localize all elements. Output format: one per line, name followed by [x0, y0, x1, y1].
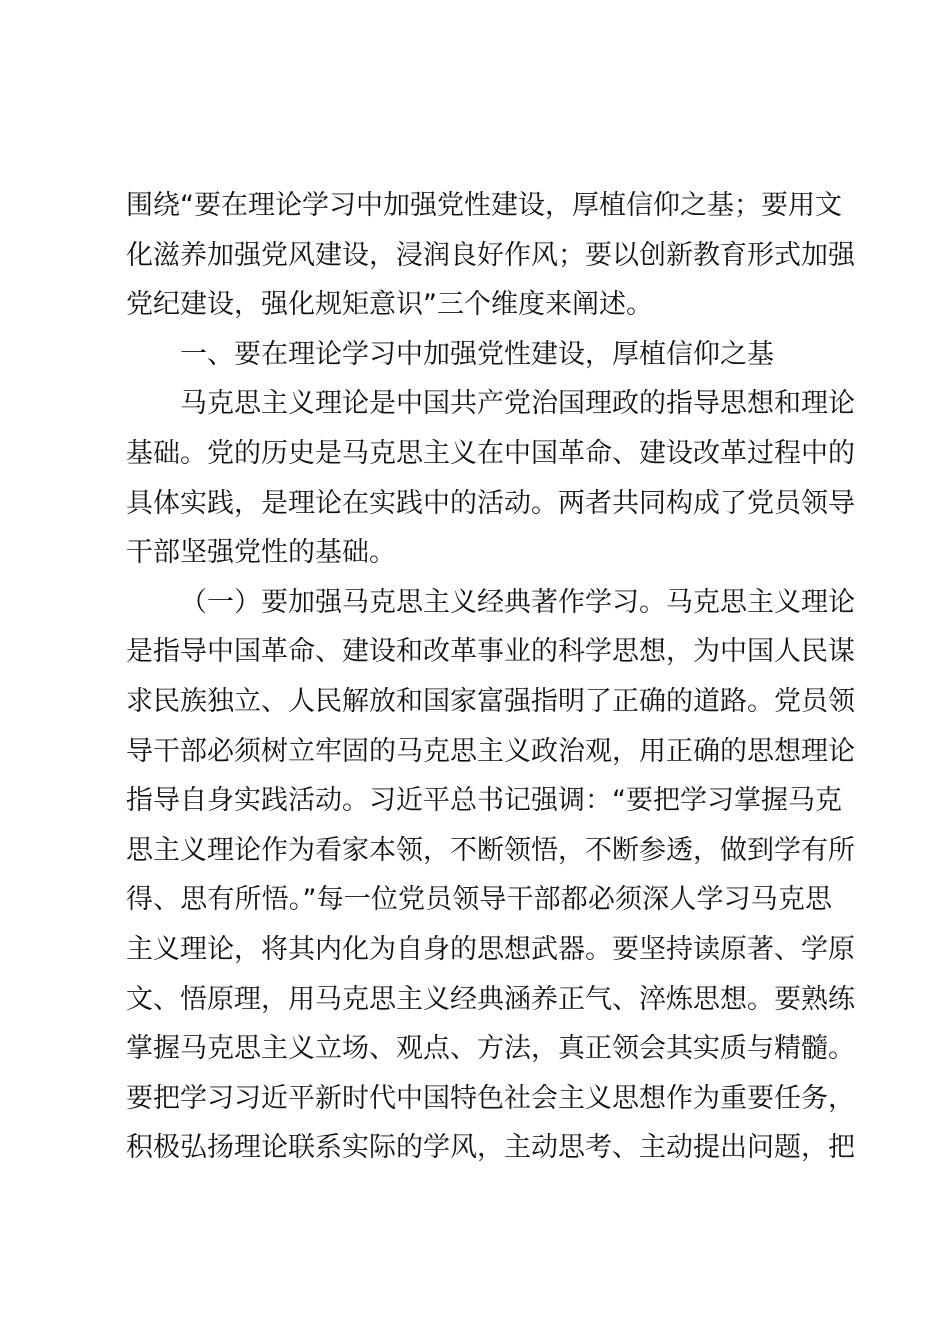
text-line: 基础。党的历史是马克思主义在中国革命、建设改革过程中的	[126, 437, 855, 469]
section-heading	[126, 330, 832, 380]
intro-paragraph	[126, 181, 855, 330]
text-line: 得、思有所悟。”每一位党员领导干部都必须深人学习马克思	[126, 884, 832, 916]
text-line: 求民族独立、人民解放和国家富强指明了正确的道路。党员领	[126, 685, 855, 717]
body-paragraph	[126, 379, 855, 577]
text-line: （一）要加强马克思主义经典著作学习。马克思主义理论	[180, 586, 855, 618]
text-line: 文、悟原理，用马克思主义经典涵养正气、淬炼思想。要熟练	[126, 983, 855, 1015]
text-line: 马克思主义理论是中国共产党治国理政的指导思想和理论	[180, 388, 855, 420]
text-line: 指导自身实践活动。习近平总书记强调：“要把学习掌握马克	[126, 785, 842, 817]
text-line: 掌握马克思主义立场、观点、方法，真正领会其实质与精髓。	[126, 1033, 855, 1065]
document-body	[126, 181, 855, 1173]
text-line: 党纪建设，强化规矩意识”三个维度来阐述。	[126, 289, 653, 321]
text-line: 围绕“要在理论学习中加强党性建设，厚植信仰之基；要用文	[126, 190, 842, 221]
text-line: 主义理论，将其内化为自身的思想武器。要坚持读原著、学原	[126, 933, 855, 965]
text-line: 是指导中国革命、建设和改革事业的科学思想，为中国人民谋	[126, 636, 855, 668]
text-line: 化滋养加强党风建设，浸润良好作风；要以创新教育形式加强	[126, 239, 855, 271]
text-line: 要把学习习近平新时代中国特色社会主义思想作为重要任务，	[126, 1082, 855, 1114]
text-line: 积极弘扬理论联系实际的学风，主动思考、主动提出问题，把	[126, 1132, 855, 1164]
text-line: 具体实践，是理论在实践中的活动。两者共同构成了党员领导	[126, 487, 855, 519]
text-line: 思主义理论作为看家本领，不断领悟，不断参透，做到学有所	[126, 834, 855, 866]
text-line: 干部坚强党性的基础。	[126, 537, 396, 569]
heading-text: 一、要在理论学习中加强党性建设，厚植信仰之基	[180, 338, 774, 370]
body-paragraph	[126, 578, 855, 1173]
text-line: 导干部必须树立牢固的马克思主义政治观，用正确的思想理论	[126, 735, 855, 767]
